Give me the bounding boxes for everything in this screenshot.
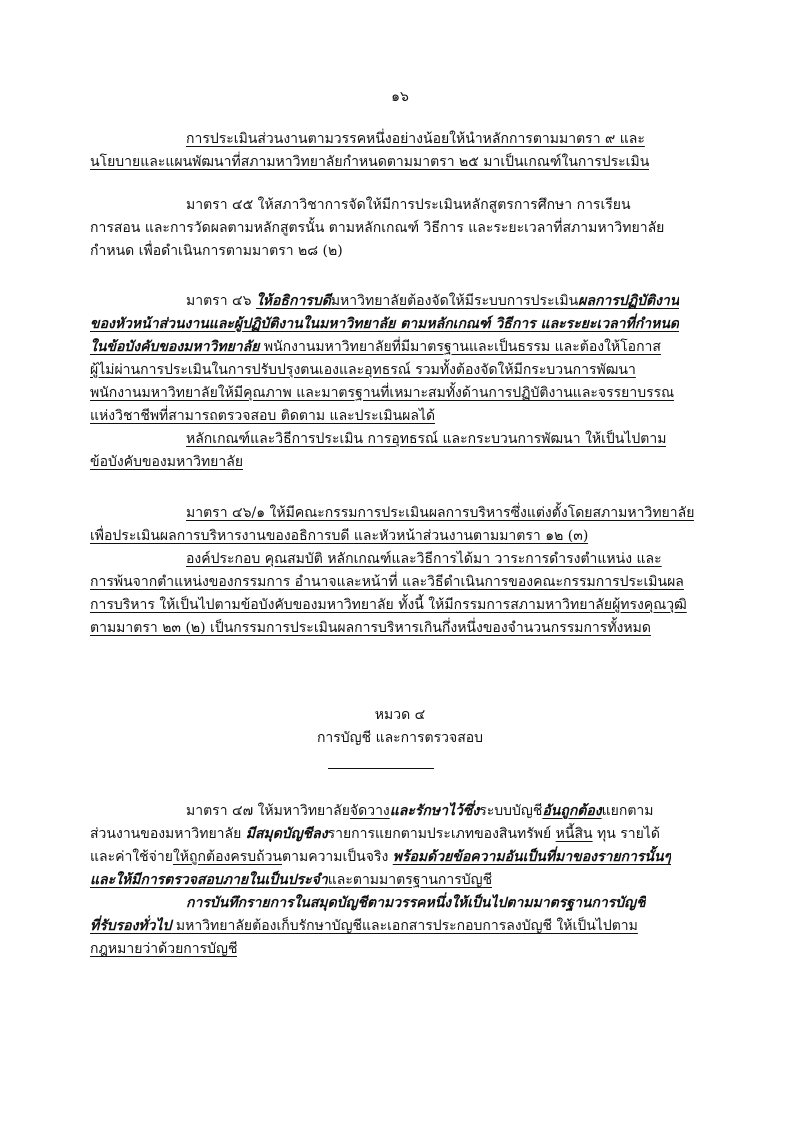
s47-text: ระบบบัญชี	[479, 803, 543, 819]
s47-line-7: กฎหมายว่าด้วยการบัญชี	[90, 941, 238, 957]
s47-text: หนี้สิน	[555, 826, 593, 842]
s46-line-1	[186, 290, 679, 312]
s46-line-4: ผู้ไม่ผ่านการประเมินในการปรับปรุงตนเองและอุทธรณ์ รวมทั้งต้องจัดให้มีกระบวนการพัฒนา	[90, 362, 636, 378]
s46-line-3	[90, 336, 661, 358]
s46-1-line-2: เพื่อประเมินผลการบริหารงานของอธิการบดี และหัวหน้าส่วนงานตามมาตรา ๑๒ (๓)	[90, 528, 589, 544]
chapter-title: การบัญชี และการตรวจสอบ	[316, 730, 484, 746]
s47-text: จัดวาง	[349, 803, 390, 819]
s46-section-label: มาตรา ๔๖	[186, 293, 256, 309]
s45-line-1: มาตรา ๔๕ ให้สภาวิชาการจัดให้มีการประเมินหลักสูตรการศึกษา การเรียน	[186, 197, 631, 213]
s46-1-line-1: มาตรา ๔๖/๑ ให้มีคณะกรรมการประเมินผลการบริหารซึ่งแต่งตั้งโดยสภามหาวิทยาลัย	[186, 505, 695, 521]
s46-line-6: แห่งวิชาชีพที่สามารถตรวจสอบ ติดตาม และประเมินผลได้	[90, 408, 436, 424]
s46-amended-text: ให้อธิการบดี	[255, 293, 331, 309]
s47-text: มหาวิทยาลัยต้องเก็บรักษาบัญชีและเอกสารประกอบการลงบัญชี ให้เป็นไปตาม	[171, 918, 638, 934]
s47-line-4	[90, 869, 492, 891]
s46-1-line-4: การพ้นจากตำแหน่งของกรรมการ อำนาจและหน้าที่ และวิธีดำเนินการของคณะกรรมการประเมินผล	[90, 574, 684, 590]
s45-line-3: กำหนด เพื่อดำเนินการตามมาตรา ๒๘ (๒)	[90, 243, 343, 259]
s46-line-5: พนักงานมหาวิทยาลัยให้มีคุณภาพ และมาตรฐานที่เหมาะสมทั้งด้านการปฏิบัติงานและจรรยาบรรณ	[90, 385, 675, 401]
s47-amended-text: ที่รับรองทั่วไป	[90, 918, 172, 934]
s47-line-3	[90, 846, 671, 868]
s47-text: ตามความเป็นจริง	[282, 849, 393, 865]
s47-text: มาตรา ๔๗ ให้มหาวิทยาลัย	[186, 803, 350, 819]
s47-amended-text: มีสมุดบัญชีลง	[245, 826, 328, 842]
s46-1-line-3: องค์ประกอบ คุณสมบัติ หลักเกณฑ์และวิธีการได้มา วาระการดำรงตำแหน่ง และ	[186, 551, 662, 567]
s45-line-2: การสอน และการวัดผลตามหลักสูตรนั้น ตามหลักเกณฑ์ วิธีการ และระยะเวลาที่สภามหาวิทยาลัย	[90, 220, 665, 236]
s47-text: ให้ถูกต้องครบถ้วน	[172, 849, 283, 865]
intro-line-2: นโยบายและแผนพัฒนาที่สภามหาวิทยาลัยกำหนดตามมาตรา ๒๕ มาเป็นเกณฑ์ในการประเมิน	[90, 154, 650, 170]
s47-line-1	[186, 800, 654, 822]
s46-line-7: หลักเกณฑ์และวิธีการประเมิน การอุทธรณ์ และกระบวนการพัฒนา ให้เป็นไปตาม	[186, 431, 667, 447]
s46-line-8: ข้อบังคับของมหาวิทยาลัย	[90, 454, 244, 470]
s46-1-line-6: ตามมาตรา ๒๓ (๒) เป็นกรรมการประเมินผลการบริหารเกินกึ่งหนึ่งของจำนวนกรรมการทั้งหมด	[90, 620, 651, 636]
s46-text: มหาวิทยาลัยต้องจัดให้มีระบบการประเมิน	[330, 293, 579, 309]
s47-line-2	[90, 823, 660, 845]
s46-amended-text: ในข้อบังคับของมหาวิทยาลัย	[90, 339, 260, 355]
s47-amended-text: อันถูกต้อง	[542, 803, 602, 819]
s47-amended-text: และรักษาไว้ซึ่ง	[389, 803, 480, 819]
s46-line-2: ของหัวหน้าส่วนงานและผู้ปฏิบัติงานในมหาวิทยาลัย ตามหลักเกณฑ์ วิธีการ และระยะเวลาที่กำหนด	[90, 316, 679, 332]
chapter-number: หมวด ๔	[374, 707, 426, 723]
s47-amended-text: และให้มีการตรวจสอบภายในเป็นประจำ	[90, 872, 328, 888]
intro-line-1: การประเมินส่วนงานตามวรรคหนึ่งอย่างน้อยให้นำหลักการตามมาตรา ๙ และ	[186, 131, 645, 147]
s47-line-6	[90, 915, 638, 937]
s47-text: และตามมาตรฐานการบัญชี	[327, 872, 493, 888]
chapter-divider	[328, 768, 434, 769]
s46-text: พนักงานมหาวิทยาลัยที่มีมาตรฐานและเป็นธรรม และต้องให้โอกาส	[259, 339, 661, 355]
s47-text: และค่าใช้จ่าย	[90, 849, 173, 865]
s47-text: ทุน รายได้	[592, 826, 660, 842]
page-number: ๑๖	[391, 89, 409, 105]
s47-text: แยกตาม	[601, 803, 654, 819]
s47-line-5: การบันทึกรายการในสมุดบัญชีตามวรรคหนึ่งให้เป็นไปตามมาตรฐานการบัญชี	[186, 895, 646, 911]
s47-amended-text: พร้อมด้วยข้อความอันเป็นที่มาของรายการนั้นๆ	[392, 849, 672, 865]
s46-1-line-5: การบริหาร ให้เป็นไปตามข้อบังคับของมหาวิทยาลัย ทั้งนี้ ให้มีกรรมการสภามหาวิทยาลัยผู้ทรงคุณวุฒิ	[90, 597, 687, 613]
s47-text: รายการแยกตามประเภทของสินทรัพย์	[327, 826, 556, 842]
s46-amended-text: ผลการปฏิบัติงาน	[578, 293, 680, 309]
s47-text: ส่วนงานของมหาวิทยาลัย	[90, 826, 246, 842]
